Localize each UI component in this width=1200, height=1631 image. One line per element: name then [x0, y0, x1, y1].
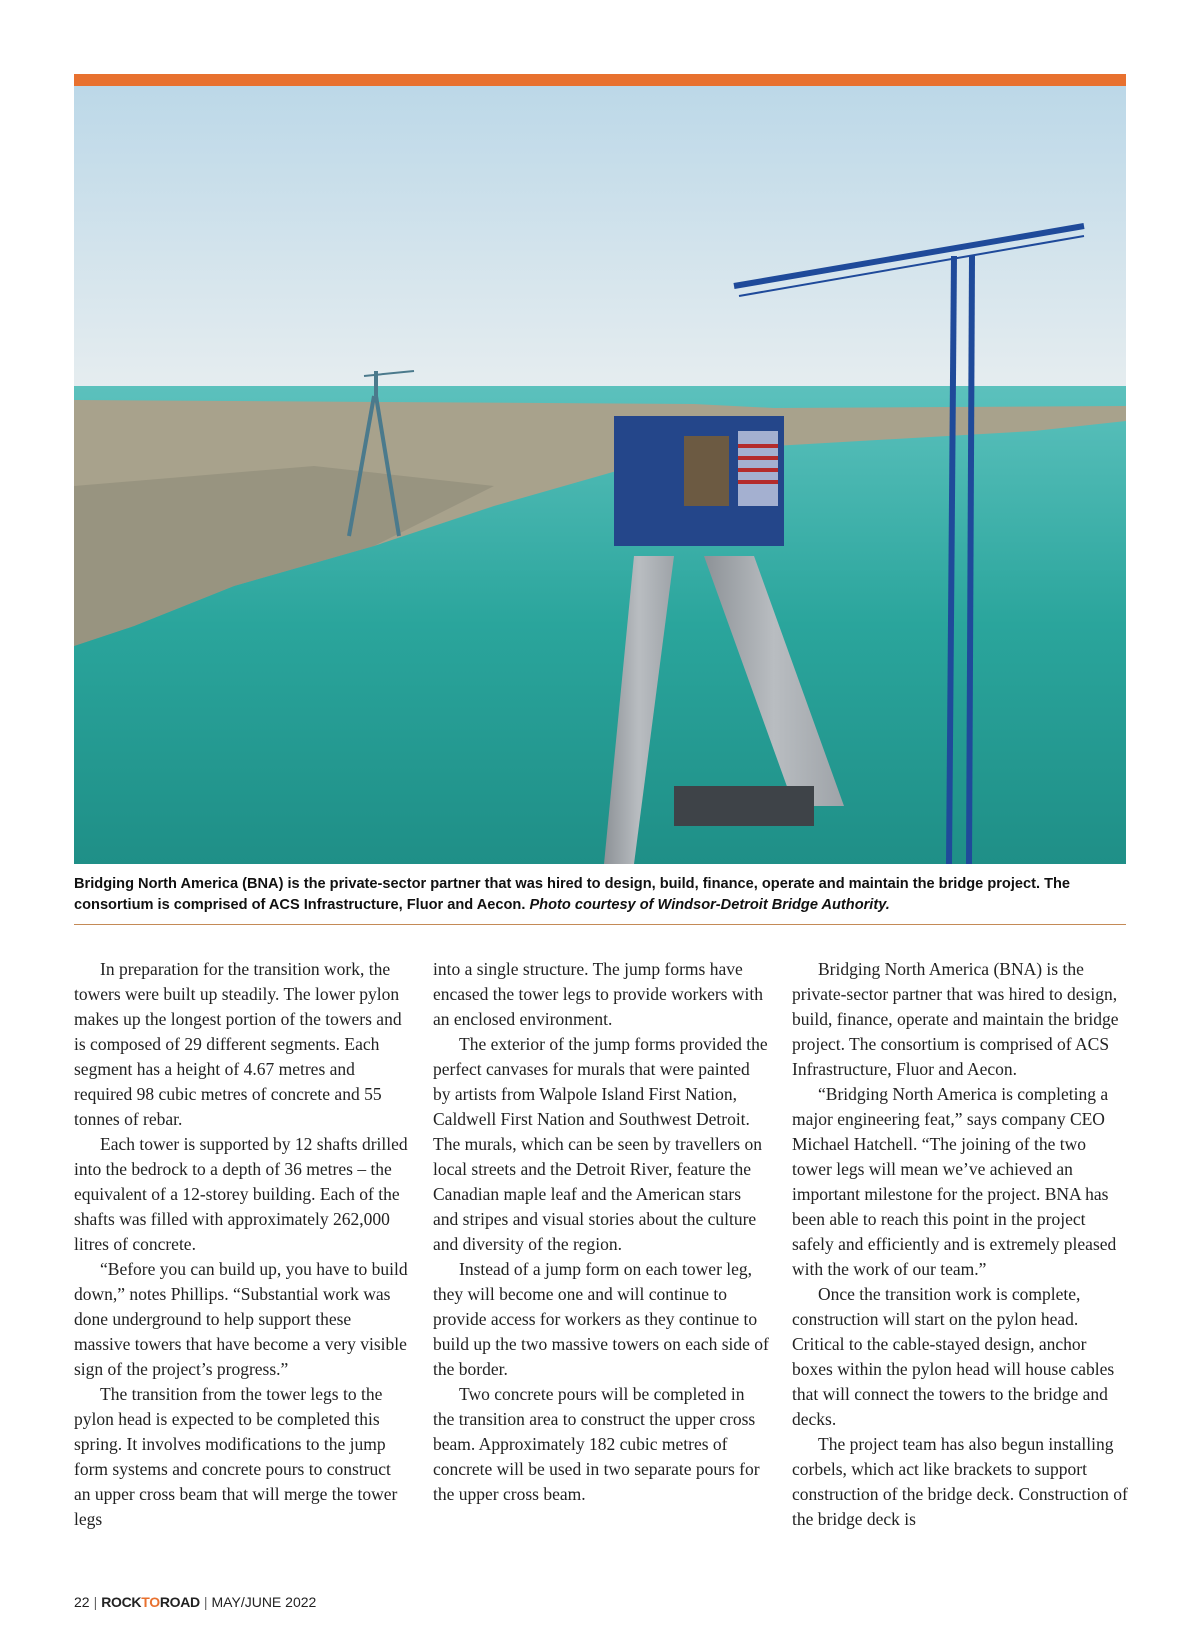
paragraph: Bridging North America (BNA) is the private-sector partner that was hired to design, build, finance, operate and maintain the bridge project. The consortium is comprised of ACS Infrastructure, Fluor and Aecon.: [792, 959, 1119, 1079]
lower-cross-platform: [674, 786, 814, 826]
bridge-tower-photo: [74, 86, 1126, 864]
paragraph: into a single structure. The jump forms have encased the tower legs to provide workers with an enclosed environment.: [433, 959, 763, 1029]
magazine-logo: [101, 1594, 200, 1610]
paragraph: The transition from the tower legs to the pylon head is expected to be completed this spring. It involves modifications to the jump form systems and concrete pours to construct an upper cross beam that will merge the tower legs: [74, 1384, 398, 1529]
paragraph: The exterior of the jump forms provided the perfect canvases for murals that were painted by artists from Walpole Island First Nation, Caldwell First Nation and Southwest Detroit. The murals, which can be seen by travellers on local streets and the Detroit River, feature the Canadian maple leaf and the American stars and stripes and visual stories about the culture and diversity of the region.: [433, 1034, 768, 1254]
logo-road: ROAD: [159, 1594, 200, 1610]
paragraph: The project team has also begun installing corbels, which act like brackets to support construction of the bridge deck. Construction of the bridge deck is: [792, 1434, 1128, 1529]
caption-divider: [74, 924, 1126, 925]
paragraph: Once the transition work is complete, construction will start on the pylon head. Critical to the cable-stayed design, anchor boxes within the pylon head will house cables that will connect the towers to the bridge and decks.: [792, 1284, 1115, 1429]
article-column-3: [792, 957, 1128, 1532]
article-column-1: [74, 957, 410, 1532]
caption-main: Bridging North America (BNA) is the private-sector partner that was hired to design, build, finance, operate and maintain the bridge project. The consortium is comprised of ACS Infrastructure, Fluor and Aecon.: [74, 876, 1071, 913]
footer-separator: |: [93, 1594, 98, 1610]
accent-bar: [74, 74, 1126, 86]
footer-separator: |: [203, 1594, 208, 1610]
issue-date: MAY/JUNE 2022: [211, 1594, 317, 1610]
paragraph: Instead of a jump form on each tower leg, they will become one and will continue to provide access for workers as they continue to build up the two massive towers on each side of the border.: [433, 1259, 769, 1379]
paragraph: “Bridging North America is completing a major engineering feat,” says company CEO Michael Hatchell. “The joining of the two tower legs will mean we’ve achieved an important milestone for the project. BNA has been able to reach this point in the project safely and efficiently and is extremely pleased with the work of our team.”: [792, 1084, 1117, 1279]
paragraph: In preparation for the transition work, the towers were built up steadily. The lower pylon makes up the longest portion of the towers and is composed of 29 different segments. Each segment has a height of 4.67 metres and required 98 cubic metres of concrete and 55 tonnes of rebar.: [74, 959, 402, 1129]
mural-eagle: [684, 436, 729, 506]
photo-caption: [74, 874, 1126, 916]
page-number: 22: [74, 1594, 90, 1610]
article-column-2: [433, 957, 769, 1507]
paragraph: “Before you can build up, you have to build down,” notes Phillips. “Substantial work was done underground to help support these massive towers that have become a very visible sign of the project’s progress.”: [74, 1259, 408, 1379]
paragraph: Each tower is supported by 12 shafts drilled into the bedrock to a depth of 36 metres – the equivalent of a 12-storey building. Each of the shafts was filled with approximately 262,000 litres of concrete.: [74, 1134, 408, 1254]
paragraph: Two concrete pours will be completed in the transition area to construct the upper cross beam. Approximately 182 cubic metres of concrete will be used in two separate pours for the upper cross beam.: [433, 1384, 760, 1504]
caption-credit: Photo courtesy of Windsor-Detroit Bridge Authority.: [529, 897, 890, 913]
page-footer: [74, 1594, 316, 1610]
logo-rock: ROCK: [101, 1594, 142, 1610]
logo-to: TO: [141, 1594, 160, 1610]
